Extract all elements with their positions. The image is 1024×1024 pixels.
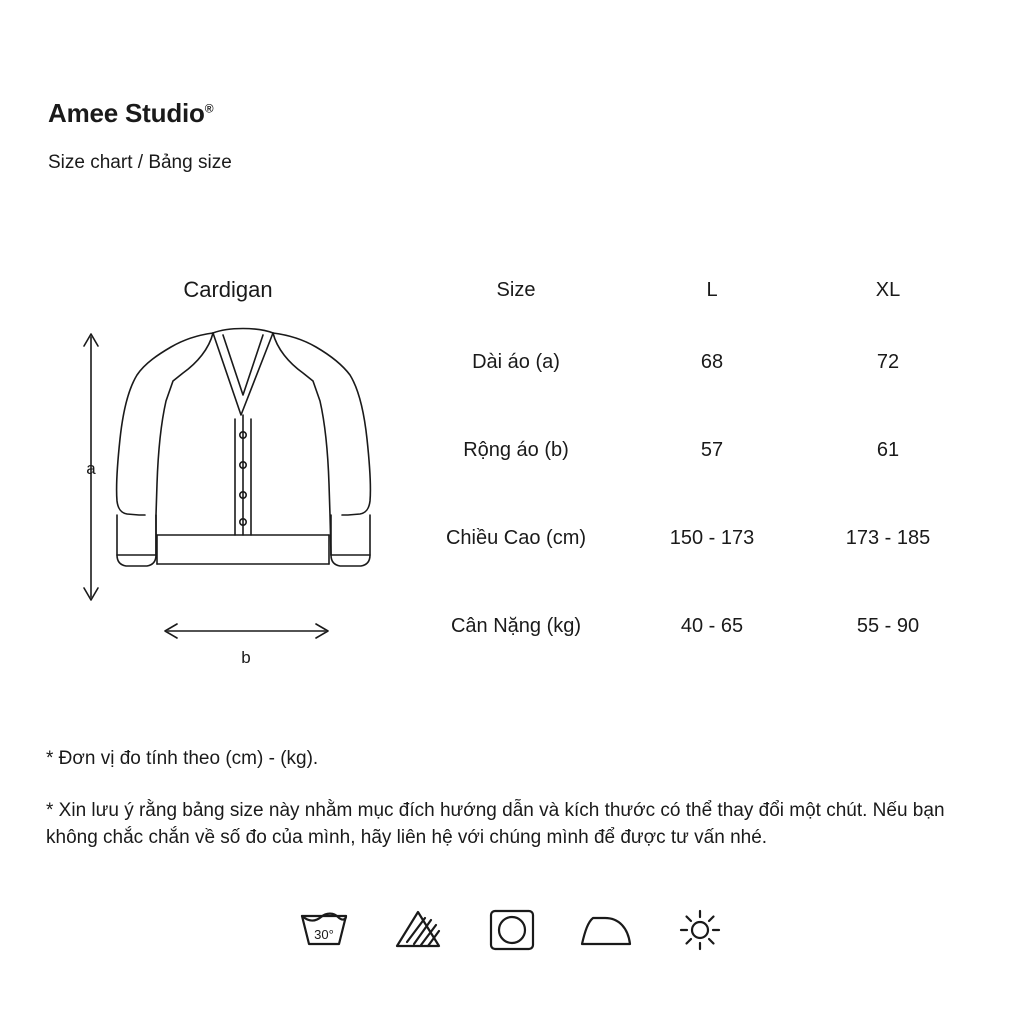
cardigan-diagram — [63, 319, 393, 669]
row-label-height: Chiều Cao (cm) — [445, 526, 587, 549]
note-units: * Đơn vị đo tính theo (cm) - (kg). — [46, 748, 319, 769]
row-label-length: Dài áo (a) — [472, 350, 560, 373]
wash-temp-label: 30° — [314, 927, 334, 942]
dry-in-sun-icon — [669, 898, 731, 960]
tumble-dry-icon — [481, 898, 543, 960]
cell-weight-l: 40 - 65 — [680, 614, 744, 637]
size-chart-table — [48, 262, 976, 670]
brand-name: Amee Studio — [48, 98, 205, 128]
cell-weight-xl: 55 - 90 — [856, 614, 920, 637]
page-subtitle: Size chart / Bảng size — [48, 152, 232, 173]
table-body — [48, 318, 976, 670]
cell-length-l: 68 — [700, 350, 724, 373]
cell-width-l: 57 — [700, 438, 724, 461]
no-bleach-icon — [387, 898, 449, 960]
table-header-row — [48, 262, 976, 318]
row-label-width: Rộng áo (b) — [463, 438, 569, 461]
cell-height-l: 150 - 173 — [669, 526, 755, 549]
table-head — [48, 262, 976, 318]
column-header-xl: XL — [875, 278, 901, 301]
column-header-l: L — [706, 278, 718, 301]
cardigan-illustration-cell — [48, 318, 408, 670]
cell-height-xl: 173 - 185 — [845, 526, 931, 549]
column-header-product: Cardigan — [183, 277, 273, 302]
iron-icon — [575, 898, 637, 960]
cell-width-xl: 61 — [876, 438, 900, 461]
registered-mark: ® — [204, 101, 214, 116]
note-disclaimer: * Xin lưu ý rằng bảng size này nhằm mục đích hướng dẫn và kích thước có thể thay đổi một chút. Nếu bạn không chắc chắn về số đo của mình, hãy liên hệ với chúng mình để được tư vấn nhé. — [46, 799, 945, 849]
wash-30-icon — [293, 898, 355, 960]
size-table-wrap — [48, 262, 976, 670]
care-instructions-row — [0, 898, 1024, 960]
row-label-weight: Cân Nặng (kg) — [450, 614, 582, 637]
label-a: a — [86, 459, 96, 478]
column-header-size: Size — [496, 278, 536, 301]
notes-section — [46, 745, 986, 852]
label-b: b — [241, 648, 251, 667]
cardigan-line-drawing-icon — [63, 319, 393, 669]
table-row — [48, 318, 976, 406]
brand-title — [48, 98, 213, 129]
cell-length-xl: 72 — [876, 350, 900, 373]
